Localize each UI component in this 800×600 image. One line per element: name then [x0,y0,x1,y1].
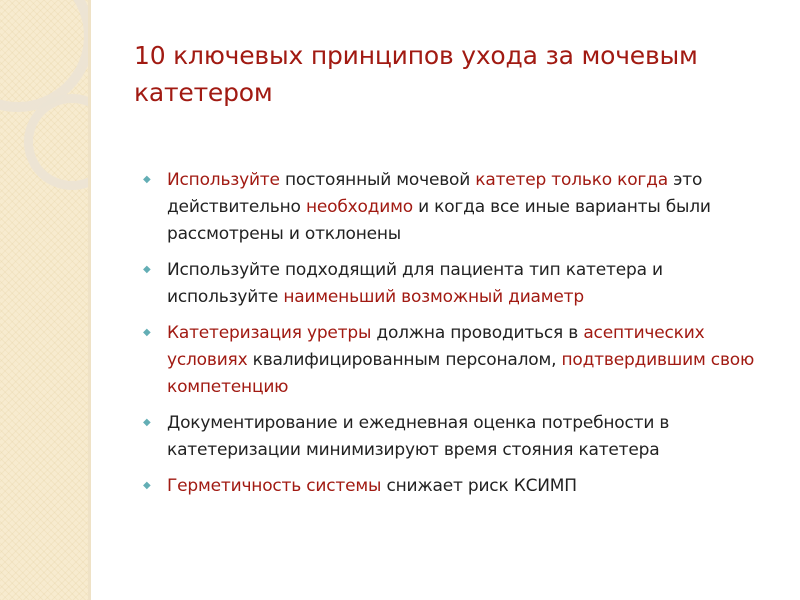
highlighted-text: необходимо [305,197,413,217]
highlighted-text: Используйте [167,170,280,190]
highlighted-text: Герметичность системы [167,476,382,496]
decorative-side-band [0,0,88,600]
highlighted-text: подтвердившим свою компетенцию [167,350,755,397]
teal-diamond-bullet-icon: ◆ [143,174,151,185]
highlighted-text: асептических условиях [167,323,705,370]
teal-diamond-bullet-icon: ◆ [143,264,151,275]
bullet-text: Документирование и ежедневная оценка потребности в катетеризации минимизируют время стояния катетера [167,413,670,460]
bullet-list [143,167,771,509]
highlighted-text: наименьший возможный диаметр [283,287,584,307]
slide-title: 10 ключевых принципов ухода за мочевым катетером [134,41,698,107]
teal-diamond-bullet-icon: ◆ [143,480,151,491]
bullet-item [143,257,771,311]
bullet-text: снижает риск КСИМП [381,476,577,496]
bullet-text: и когда все иные варианты были рассмотрены и отклонены [167,197,711,244]
side-band-edge [88,0,91,600]
bullet-text: это действительно [167,170,703,217]
bullet-item [143,473,771,500]
highlighted-text: катетер только когда [475,170,668,190]
highlighted-text: Катетеризация уретры [167,323,372,343]
bullet-text: постоянный мочевой [279,170,476,190]
teal-diamond-bullet-icon: ◆ [143,327,151,338]
bullet-text: Используйте подходящий для пациента тип катетера и используйте [167,260,663,307]
bullet-item [143,167,771,248]
bullet-text: должна проводиться в [371,323,584,343]
bullet-item [143,320,771,401]
bullet-text: квалифицированным персоналом, [247,350,562,370]
teal-diamond-bullet-icon: ◆ [143,417,151,428]
bullet-item [143,410,771,464]
